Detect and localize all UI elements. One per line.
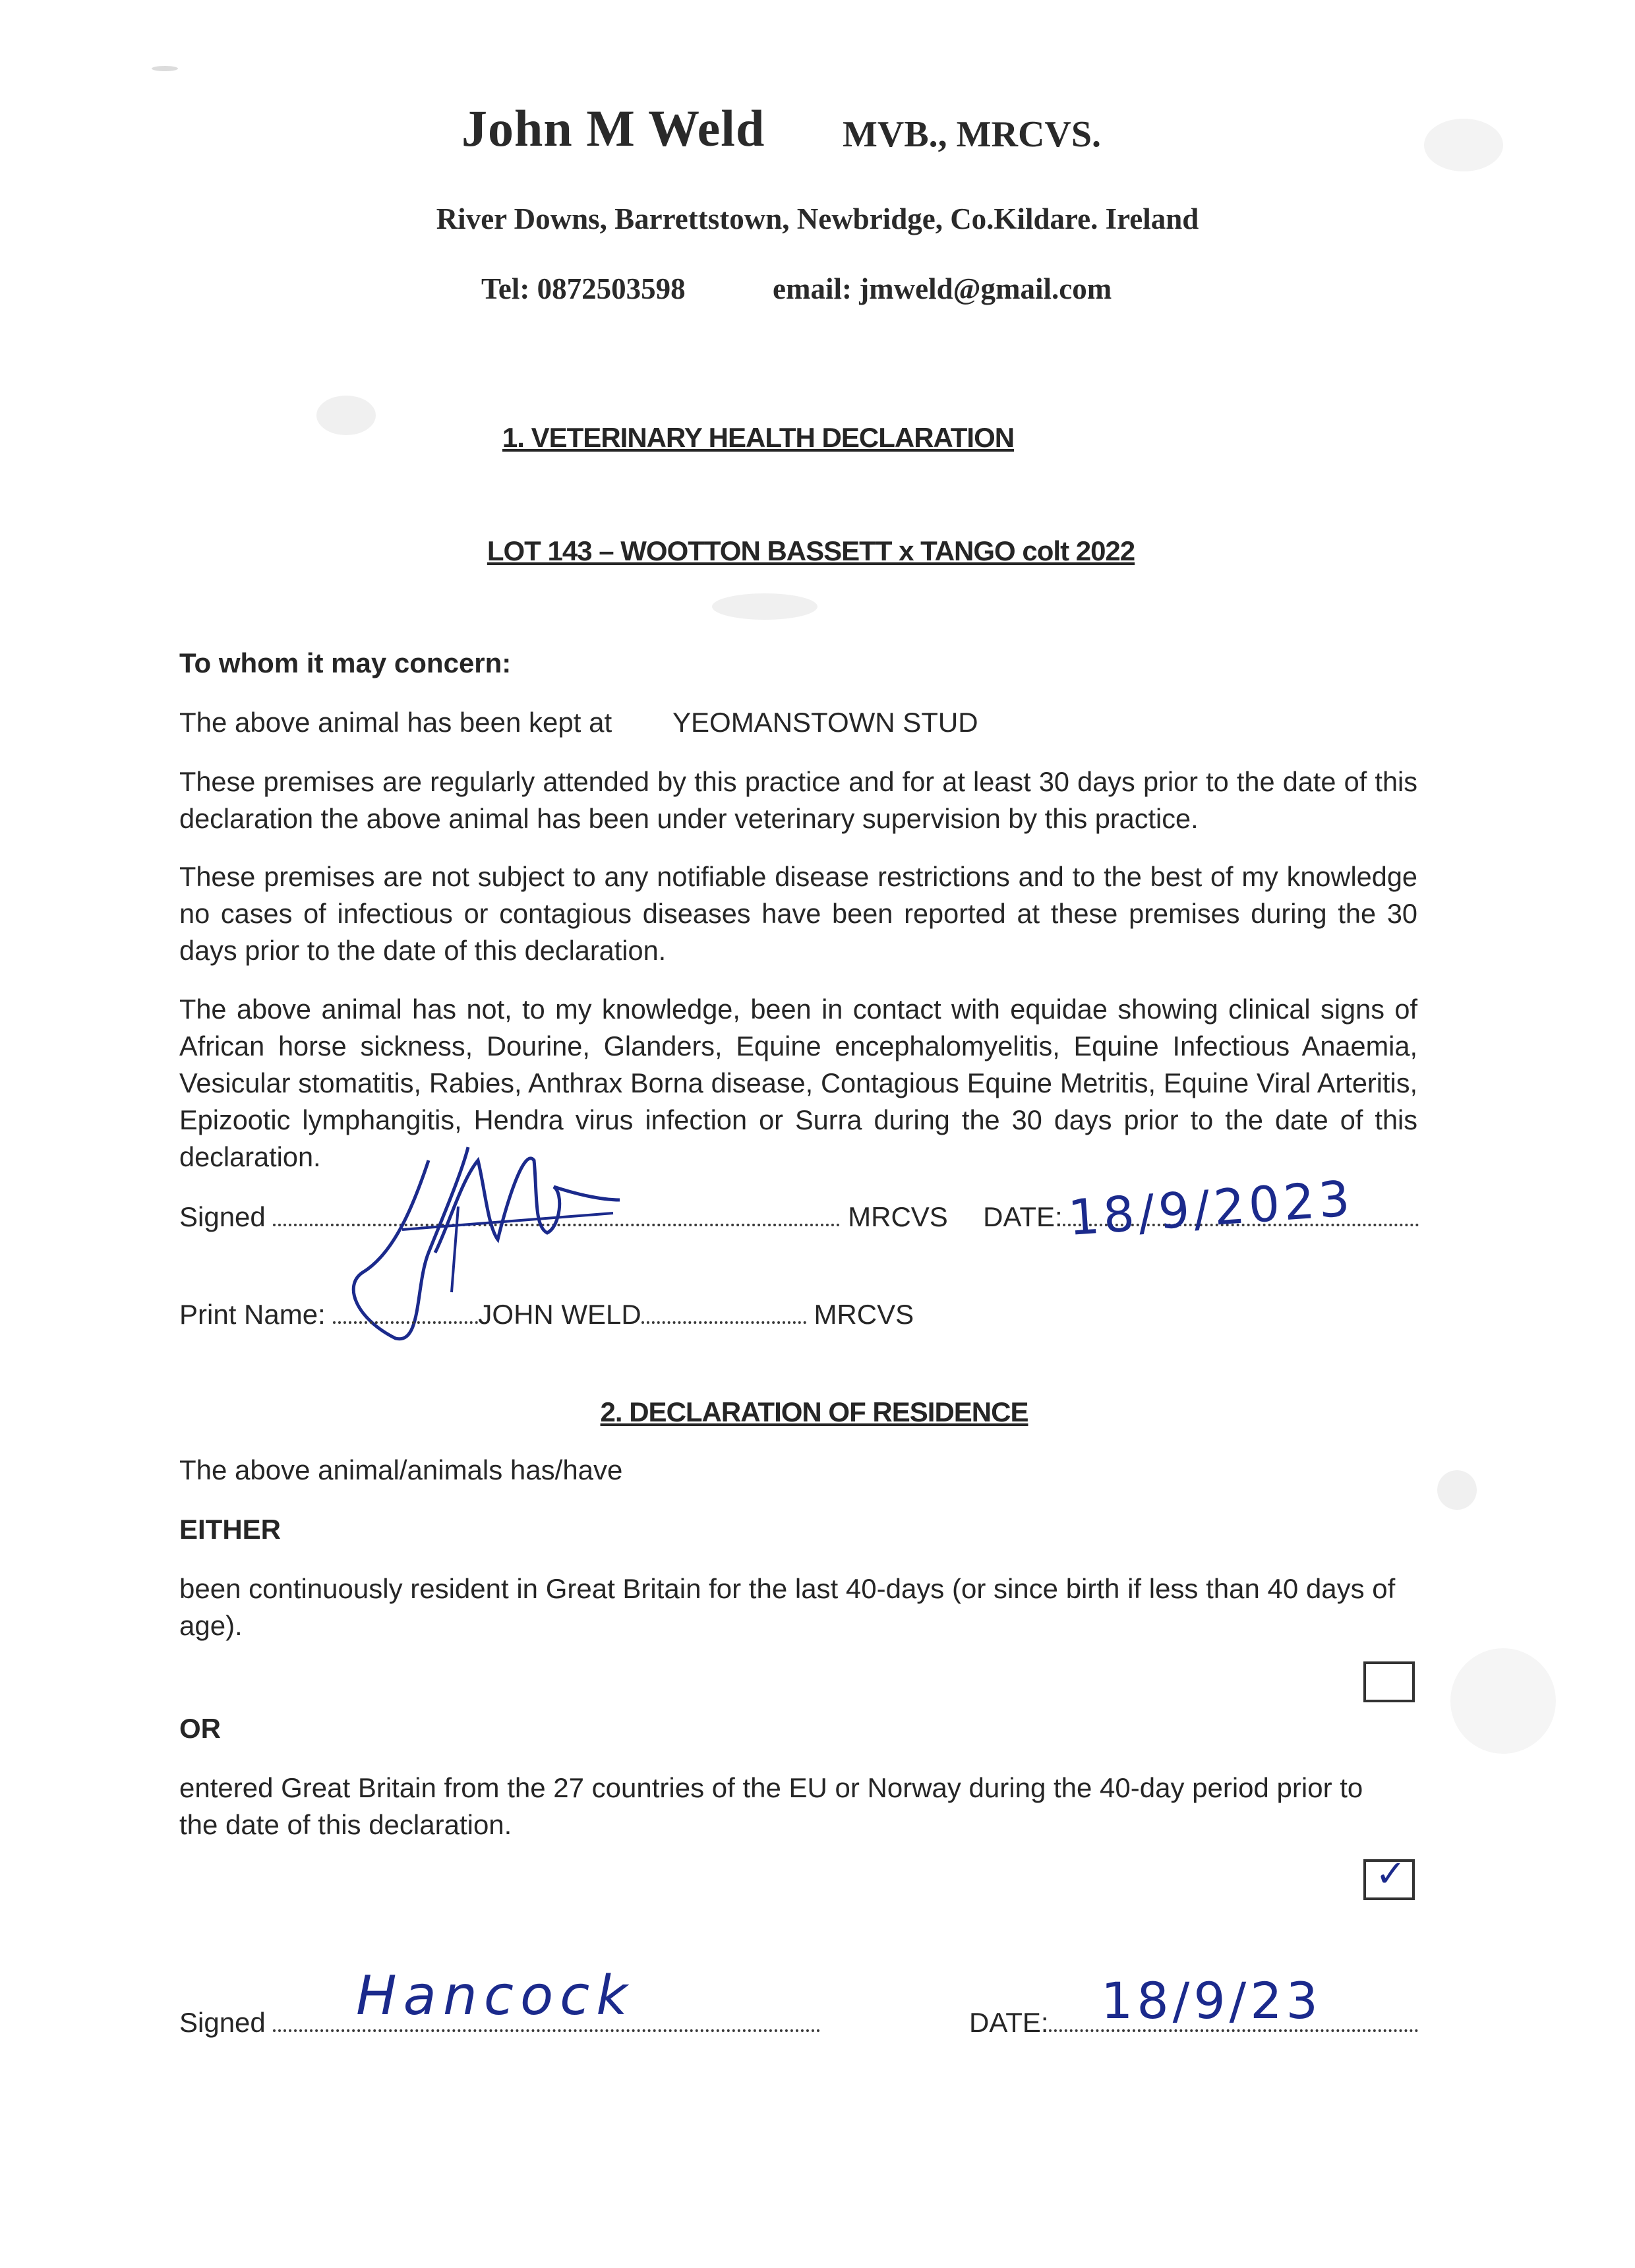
scan-speck — [152, 66, 178, 71]
practitioner-qualifications: MVB., MRCVS. — [843, 114, 1101, 155]
section1-heading: 1. VETERINARY HEALTH DECLARATION — [502, 422, 1015, 453]
date-label: DATE: — [983, 1201, 1063, 1232]
owner-signature: Hancock — [356, 1965, 634, 2027]
option1-text-line2: age). — [179, 1610, 243, 1641]
or-label: OR — [179, 1713, 221, 1744]
section2-heading: 2. DECLARATION OF RESIDENCE — [600, 1396, 1028, 1427]
scan-speck — [1437, 1470, 1477, 1510]
print-name-dots-right — [641, 1307, 806, 1324]
print-name-dots-left — [333, 1307, 478, 1324]
scan-speck — [712, 593, 818, 620]
option2-checkbox[interactable] — [1363, 1853, 1415, 1900]
contact-declaration-paragraph: The above animal has not, to my knowledge, been in contact with equidae showing clinical signs of African horse sickness, Dourine, Glanders, Equine encephalomyelitis, Equine Infectious Anaemia, Vesicular stomatitis, Rabies, Anthrax Borna disease, Contagious Equine Metritis, Equine Viral Arteritis, Epizootic lymphangitis, Hendra virus infection or Surra during the 30 days prior to the date of this declaration. — [179, 994, 1417, 1172]
practice-telephone: Tel: 0872503598 — [481, 272, 686, 305]
print-name-value: JOHN WELD — [478, 1299, 641, 1330]
option2-text-line2: the date of this declaration. — [179, 1809, 512, 1840]
supervision-paragraph: These premises are regularly attended by this practice and for at least 30 days prior to the date of this declaration the above animal has been under veterinary supervision by this practice. — [179, 766, 1417, 834]
print-name-line — [179, 1296, 914, 1333]
owner-handwritten-date: 18/9/23 — [1101, 1971, 1322, 2030]
kept-at-value: YEOMANSTOWN STUD — [672, 707, 978, 738]
practitioner-name: John M Weld — [461, 100, 765, 157]
scan-speck — [1450, 1648, 1556, 1754]
signed-label: Signed — [179, 1201, 266, 1232]
option1-text-line1: been continuously resident in Great Britain for the last 40-days (or since birth if less than 40 days of — [179, 1573, 1396, 1604]
vet-handwritten-date: 18/9/2023 — [1066, 1170, 1355, 1247]
option1-checkbox[interactable] — [1363, 1661, 1415, 1702]
lot-title: LOT 143 – WOOTTON BASSETT x TANGO colt 2022 — [487, 535, 1135, 566]
print-name-label: Print Name: — [179, 1299, 326, 1330]
practice-email: email: jmweld@gmail.com — [773, 272, 1112, 305]
owner-date-label: DATE: — [969, 2007, 1049, 2038]
scan-speck — [1424, 119, 1503, 171]
kept-at-label: The above animal has been kept at — [179, 707, 612, 738]
residence-intro: The above animal/animals has/have — [179, 1454, 623, 1485]
print-name-suffix: MRCVS — [814, 1299, 914, 1330]
disease-restrictions-paragraph: These premises are not subject to any notifiable disease restrictions and to the best of my knowledge no cases of infectious or contagious diseases have been reported at these premises during the 30 days prior to the date of this declaration. — [179, 861, 1417, 966]
salutation: To whom it may concern: — [179, 647, 512, 678]
owner-signed-label: Signed — [179, 2007, 266, 2038]
check-mark-icon: ✓ — [1375, 1853, 1406, 1895]
either-label: EITHER — [179, 1514, 282, 1545]
option2-text-line1: entered Great Britain from the 27 countries of the EU or Norway during the 40-day period prior to — [179, 1772, 1363, 1803]
practice-address: River Downs, Barrettstown, Newbridge, Co.Kildare. Ireland — [436, 202, 1199, 235]
signed-suffix: MRCVS — [848, 1201, 948, 1232]
